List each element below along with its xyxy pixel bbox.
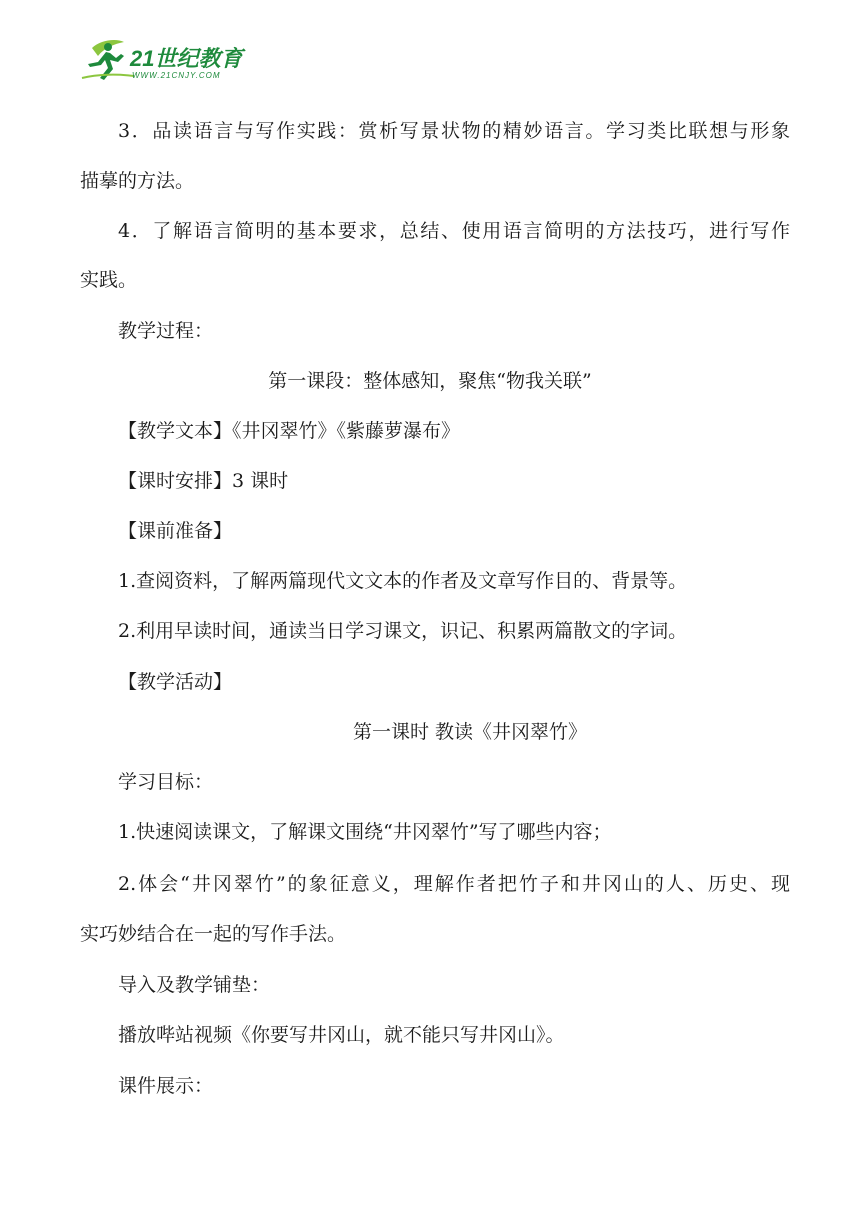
- intro-label: 导入及教学铺垫：: [118, 974, 271, 996]
- activities-heading: 【教学活动】: [118, 671, 233, 693]
- objective-4-line2: 实践。: [80, 269, 138, 291]
- running-figure-logo-icon: [78, 38, 258, 82]
- prep-item-2: 2.利用早读时间，通读当日学习课文，识记、积累两篇散文的字词。: [118, 620, 688, 642]
- goal-2-line1: 2.体会“井冈翠竹”的象征意义，理解作者把竹子和井冈山的人、历史、现: [118, 873, 790, 895]
- goal-2-line2: 实巧妙结合在一起的写作手法。: [80, 923, 347, 945]
- svg-text:21世纪教育: 21世纪教育: [130, 46, 243, 71]
- header-logo: [78, 38, 258, 82]
- objective-3-line2: 描摹的方法。: [80, 170, 195, 192]
- objective-3-line1: 3．品读语言与写作实践：赏析写景状物的精妙语言。学习类比联想与形象: [118, 120, 790, 142]
- objective-4-line1: 4．了解语言简明的基本要求，总结、使用语言简明的方法技巧，进行写作: [118, 220, 790, 242]
- lesson-1-title: 第一课时 教读《井冈翠竹》: [352, 721, 588, 743]
- section-1-title: 第一课段：整体感知，聚焦“物我关联”: [268, 370, 592, 392]
- intro-text: 播放哔站视频《你要写井冈山，就不能只写井冈山》。: [118, 1024, 565, 1046]
- prep-heading: 【课前准备】: [118, 520, 233, 542]
- goals-label: 学习目标：: [118, 771, 214, 793]
- schedule: 【课时安排】3 课时: [118, 470, 289, 492]
- prep-item-1: 1.查阅资料，了解两篇现代文文本的作者及文章写作目的、背景等。: [118, 570, 688, 592]
- courseware-label: 课件展示：: [118, 1075, 214, 1097]
- teaching-texts: 【教学文本】《井冈翠竹》《紫藤萝瀑布》: [118, 420, 461, 442]
- goal-1: 1.快速阅读课文，了解课文围绕“井冈翠竹”写了哪些内容；: [118, 821, 612, 843]
- process-label: 教学过程：: [118, 320, 214, 342]
- svg-text:WWW.21CNJY.COM: WWW.21CNJY.COM: [132, 71, 221, 80]
